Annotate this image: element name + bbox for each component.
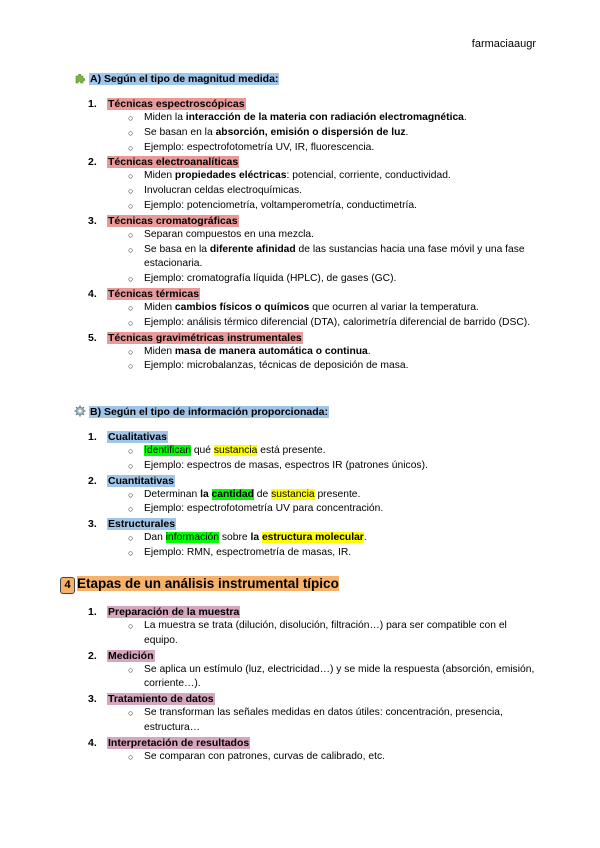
bullet bbox=[88, 531, 538, 546]
bullet-list bbox=[88, 750, 538, 765]
bullet bbox=[88, 184, 538, 199]
bullet: ○ La muestra se trata (dilución, disolución, filtración…) para ser compatible con el equipo. bbox=[88, 619, 538, 649]
item-number: 1. bbox=[88, 606, 97, 618]
section-a-list bbox=[88, 97, 538, 374]
item-number: 1. bbox=[88, 98, 97, 110]
text: . bbox=[367, 345, 371, 357]
bullet bbox=[88, 359, 538, 374]
item-label: Interpretación de resultados bbox=[108, 736, 250, 749]
bullet-list bbox=[88, 111, 538, 155]
text: Dan bbox=[144, 532, 166, 544]
bullet-list bbox=[88, 706, 538, 736]
item-number: 5. bbox=[88, 331, 97, 344]
bold-text: cambios físicos o químicos bbox=[174, 301, 310, 313]
bullet bbox=[88, 444, 538, 459]
bullet-list bbox=[88, 228, 538, 287]
item-label: Técnicas térmicas bbox=[108, 287, 200, 300]
text: Separan compuestos en una mezcla. bbox=[144, 228, 314, 240]
text: Miden bbox=[144, 170, 175, 182]
bold-text: absorción, emisión o dispersión de luz bbox=[215, 126, 406, 138]
highlight-green: Identifican bbox=[144, 445, 191, 456]
item-number: 2. bbox=[88, 474, 97, 487]
highlight-green: información bbox=[165, 532, 219, 544]
item-cualitativas bbox=[88, 430, 538, 444]
text: Determinan bbox=[144, 488, 201, 500]
highlight-yellow: sustancia bbox=[271, 488, 315, 500]
text: está presente. bbox=[257, 445, 326, 456]
bullet-list bbox=[88, 301, 538, 331]
item-label: Técnicas espectroscópicas bbox=[108, 98, 245, 110]
text: Miden la bbox=[144, 112, 186, 123]
puzzle-icon bbox=[74, 72, 86, 84]
bullet bbox=[88, 301, 538, 316]
highlight-green: cantidad bbox=[211, 488, 254, 500]
keycap-4-icon: 4 bbox=[60, 577, 75, 594]
page-header: farmaciaaugr bbox=[471, 38, 536, 50]
item-number: 1. bbox=[88, 431, 97, 443]
text: Ejemplo: microbalanzas, técnicas de deposición de masa. bbox=[144, 360, 409, 372]
bullet bbox=[88, 228, 538, 243]
section-a-title: A) Según el tipo de magnitud medida: bbox=[90, 73, 279, 85]
text: . bbox=[405, 126, 409, 138]
text: sobre bbox=[219, 532, 251, 544]
text: : potencial, corriente, conductividad. bbox=[286, 170, 451, 182]
bullet bbox=[88, 126, 538, 141]
section-4-list bbox=[88, 605, 538, 765]
text: Miden bbox=[144, 345, 175, 357]
item-number: 4. bbox=[88, 287, 97, 300]
bullet bbox=[88, 243, 538, 273]
text: Ejemplo: potenciometría, voltamperometría, conductimetría. bbox=[144, 199, 417, 211]
item-label: Técnicas electroanalíticas bbox=[108, 156, 239, 169]
text: Ejemplo: espectrofotometría UV, IR, fluorescencia. bbox=[144, 141, 375, 153]
item-label: Medición bbox=[108, 649, 154, 662]
text: Se basa en la bbox=[144, 243, 210, 255]
text: . bbox=[363, 532, 367, 544]
item-label: Cuantitativas bbox=[108, 474, 174, 487]
section-a-heading bbox=[74, 72, 279, 85]
text: . bbox=[463, 112, 467, 123]
text: qué bbox=[190, 445, 214, 456]
item-number: 3. bbox=[88, 693, 97, 706]
item-number: 3. bbox=[88, 214, 97, 227]
item-cuantitativas bbox=[88, 474, 538, 488]
bullet bbox=[88, 345, 538, 360]
bullet-list bbox=[88, 619, 538, 649]
section-b-heading bbox=[74, 405, 329, 418]
bullet: ○ Se aplica un estímulo (luz, electricidad…) y se mide la respuesta (absorción, emisión, corriente…). bbox=[88, 663, 538, 693]
item-estructurales bbox=[88, 517, 538, 531]
text: presente. bbox=[314, 488, 361, 500]
item-label: Técnicas gravimétricas instrumentales bbox=[108, 331, 302, 344]
bold-text: propiedades eléctricas bbox=[174, 170, 287, 182]
list-item-heading bbox=[88, 155, 538, 169]
bold-text: masa de manera automática o continua bbox=[174, 345, 368, 357]
highlight-yellow: sustancia bbox=[213, 445, 258, 456]
text: que ocurren al variar la temperatura. bbox=[309, 301, 479, 313]
section-4-title: Etapas de un análisis instrumental típico bbox=[77, 576, 339, 591]
text: Miden bbox=[144, 301, 175, 313]
text: Se basan en la bbox=[144, 126, 216, 138]
item-label: Técnicas cromatográficas bbox=[108, 214, 238, 227]
text: de las sustancias hacia una fase móvil y una fase estacionaria. bbox=[144, 243, 525, 270]
bullet bbox=[88, 199, 538, 214]
bullet: ○ Se transforman las señales medidas en datos útiles: concentración, presencia, estructura… bbox=[88, 706, 538, 736]
bold-text: interacción de la materia con radiación electromagnética bbox=[185, 112, 464, 123]
bullet bbox=[88, 169, 538, 184]
list-item-heading bbox=[88, 692, 538, 706]
item-number: 2. bbox=[88, 649, 97, 662]
bullet-list bbox=[88, 169, 538, 213]
text: Ejemplo: cromatografía líquida (HPLC), de gases (GC). bbox=[144, 273, 397, 285]
text: de bbox=[253, 488, 272, 500]
section-b-list bbox=[88, 430, 538, 561]
bullet: ○ Ejemplo: RMN, espectrometría de masas, IR. bbox=[88, 546, 538, 561]
list-item-heading bbox=[88, 214, 538, 228]
bullet: ○ Se comparan con patrones, curvas de calibrado, etc. bbox=[88, 750, 538, 765]
list-item-heading bbox=[88, 649, 538, 663]
bullet bbox=[88, 272, 538, 287]
bold-text: la bbox=[200, 488, 212, 500]
list-item-heading bbox=[88, 605, 538, 619]
bullet: ○ Ejemplo: espectrofotometría UV para concentración. bbox=[88, 502, 538, 517]
list-item-heading bbox=[88, 97, 538, 111]
highlight-yellow: estructura molecular bbox=[261, 532, 364, 544]
item-number: 2. bbox=[88, 156, 97, 169]
item-label: Estructurales bbox=[108, 518, 176, 531]
bullet bbox=[88, 111, 538, 126]
gear-icon bbox=[74, 405, 86, 417]
bold-text: la bbox=[250, 532, 262, 544]
list-item-heading bbox=[88, 287, 538, 301]
bold-text: diferente afinidad bbox=[209, 243, 296, 255]
item-number: 4. bbox=[88, 736, 97, 749]
section-b-title: B) Según el tipo de información proporcionada: bbox=[90, 406, 329, 418]
bullet: ○ Ejemplo: espectros de masas, espectros IR (patrones únicos). bbox=[88, 459, 538, 474]
bullet-list bbox=[88, 663, 538, 693]
bullet bbox=[88, 316, 538, 331]
text: Involucran celdas electroquímicas. bbox=[144, 185, 302, 197]
bullet bbox=[88, 141, 538, 156]
list-item-heading bbox=[88, 736, 538, 750]
bullet-list bbox=[88, 345, 538, 375]
bullet bbox=[88, 488, 538, 503]
item-label: Cualitativas bbox=[108, 431, 167, 443]
section-4-heading bbox=[60, 576, 339, 594]
list-item-heading bbox=[88, 331, 538, 345]
item-number: 3. bbox=[88, 518, 97, 531]
item-label: Preparación de la muestra bbox=[108, 606, 240, 618]
text: Ejemplo: análisis térmico diferencial (DTA), calorimetría diferencial de barrido (DSC). bbox=[144, 316, 531, 328]
item-label: Tratamiento de datos bbox=[108, 693, 214, 706]
